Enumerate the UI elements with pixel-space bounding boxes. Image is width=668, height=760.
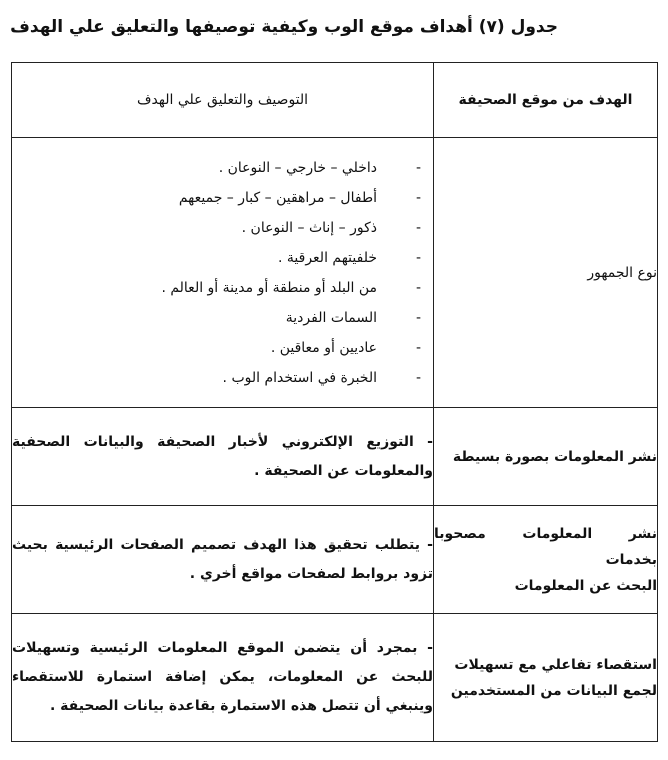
bullet-dash: - [415,219,421,236]
goal-cell: نوع الجمهور [434,138,658,408]
goal-line: لجمع البيانات من المستخدمين [450,682,657,699]
table-row [12,408,658,506]
header-description: التوصيف والتعليق علي الهدف [12,63,434,138]
goal-line: البحث عن المعلومات [514,577,657,594]
bullet-dash: - [415,309,421,326]
table-caption: جدول (٧) أهداف موقع الوب وكيفية توصيفها والتعليق علي الهدف [10,17,558,37]
bullet-dash: - [415,159,421,176]
bullet-dash: - [415,369,421,386]
list-item: - داخلي – خارجي – النوعان . [12,153,421,183]
list-item: - خلفيتهم العرقية . [12,243,421,273]
goal-cell [434,614,658,742]
bullet-dash: - [415,189,421,206]
description-cell: - يتطلب تحقيق هذا الهدف تصميم الصفحات الرئيسية بحيث تزود بروابط لصفحات مواقع أخري . [12,506,434,614]
goal-cell [434,506,658,614]
goal-line: نشر المعلومات مصحوبا [434,525,657,542]
list-item: - الخبرة في استخدام الوب . [12,363,421,393]
description-cell: - التوزيع الإلكتروني لأخبار الصحيفة والبيانات الصحفية والمعلومات عن الصحيفة . [12,408,434,506]
bullet-dash: - [415,279,421,296]
goal-cell: نشر المعلومات بصورة بسيطة [434,408,658,506]
audience-list [12,153,433,393]
description-cell [12,138,434,408]
table-row [12,614,658,742]
goals-table [11,62,658,742]
list-item: - أطفال – مراهقين – كبار – جميعهم [12,183,421,213]
list-item: - من البلد أو منطقة أو مدينة أو العالم . [12,273,421,303]
table-row [12,138,658,408]
header-goal: الهدف من موقع الصحيفة [434,63,658,138]
goal-line: استقصاء تفاعلي مع تسهيلات [454,656,657,673]
goal-line: بخدمات [605,551,657,568]
table-header-row [12,63,658,138]
table-row [12,506,658,614]
list-item: - السمات الفردية [12,303,421,333]
list-item: - عاديين أو معاقين . [12,333,421,363]
bullet-dash: - [415,249,421,266]
list-item: - ذكور – إناث – النوعان . [12,213,421,243]
bullet-dash: - [415,339,421,356]
description-cell: - بمجرد أن يتضمن الموقع المعلومات الرئيسية وتسهيلات للبحث عن المعلومات، يمكن إضافة استمارة للاستقصاء وينبغي أن تتصل هذه الاستمارة بقاعدة بيانات الصحيفة . [12,614,434,742]
